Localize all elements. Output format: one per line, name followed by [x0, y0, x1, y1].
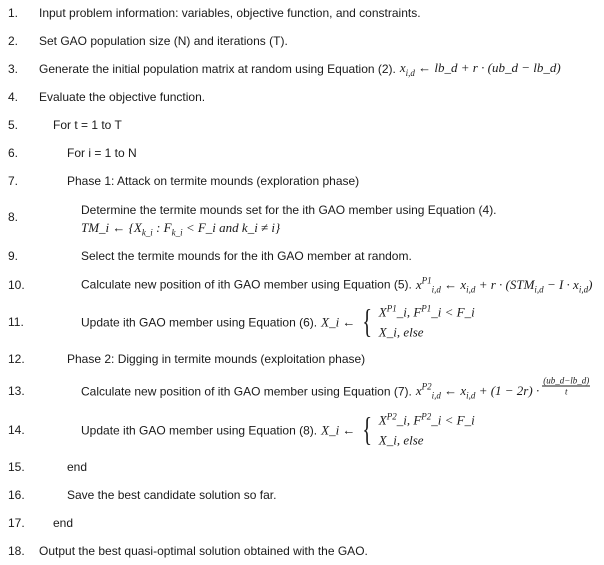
- equation-6-lhs: X_i ←: [321, 313, 356, 329]
- equation-8-cases: [379, 411, 475, 448]
- step-text: Phase 2: Digging in termite mounds (exploitation phase): [67, 352, 366, 366]
- step-text: Save the best candidate solution so far.: [67, 488, 277, 502]
- step-text: Phase 1: Attack on termite mounds (exploration phase): [67, 174, 360, 188]
- step-content: [81, 375, 590, 402]
- step-number: 12.: [8, 352, 25, 366]
- equation-4: TM_i ← {$X_{k\_i}$ : $F_{k\_i}$ < F_i and k_i ≠ i}: [81, 220, 281, 238]
- step-text: Select the termite mounds for the ith GAO member at random.: [81, 249, 412, 263]
- case-2: X_i, else: [378, 324, 424, 340]
- step-content: [81, 303, 475, 340]
- equation-6-cases: [379, 303, 475, 340]
- case-1: $X^{P2}\_i$, $F^{P2}\_i$ < F_i: [378, 411, 475, 428]
- step-text: Generate the initial population matrix at random using Equation (2).: [39, 62, 396, 76]
- step-text: Input problem information: variables, objective function, and constraints.: [39, 6, 421, 20]
- step-number: 15.: [8, 460, 25, 474]
- step-text: Determine the termite mounds set for the ith GAO member using Equation (4).: [81, 203, 497, 217]
- step-text: Update ith GAO member using Equation (8).: [81, 422, 318, 437]
- step-text: Update ith GAO member using Equation (6).: [81, 314, 318, 329]
- step-text: Calculate new position of ith GAO member using Equation (5).: [81, 277, 412, 292]
- equation-7-fraction: [542, 376, 590, 397]
- step-number: 18.: [8, 544, 25, 558]
- step-text: Calculate new position of ith GAO member using Equation (7).: [81, 384, 412, 398]
- step-text: Output the best quasi-optimal solution obtained with the GAO.: [39, 544, 368, 558]
- step-text: Evaluate the objective function.: [39, 90, 206, 104]
- step-number: 17.: [8, 516, 25, 530]
- case-1: $X^{P1}\_i$, $F^{P1}\_i$ < F_i: [378, 303, 475, 320]
- fraction-numerator: (ub_d−lb_d): [543, 375, 590, 386]
- equation-8-lhs: X_i ←: [321, 421, 356, 437]
- step-text: end: [67, 460, 88, 474]
- step-content: [81, 276, 592, 295]
- left-brace-icon: {: [362, 302, 373, 340]
- case-2: X_i, else: [378, 432, 424, 448]
- step-number: 5.: [8, 118, 19, 132]
- step-number: 4.: [8, 90, 19, 104]
- equation-7: $x^{P2}_{i,d}$ ← $x_{i,d} + (1 - 2r)$ ·: [415, 381, 540, 401]
- step-number: 14.: [8, 423, 25, 437]
- step-number: 6.: [8, 146, 19, 160]
- step-number: 13.: [8, 384, 25, 398]
- step-number: 10.: [8, 278, 25, 292]
- step-number: 1.: [8, 6, 19, 20]
- step-number: 3.: [8, 62, 19, 76]
- step-number: 9.: [8, 249, 19, 263]
- left-brace-icon: {: [362, 410, 373, 448]
- step-number: 16.: [8, 488, 25, 502]
- step-text: end: [53, 516, 74, 530]
- step-text: For t = 1 to T: [53, 118, 122, 132]
- step-text: For i = 1 to N: [67, 146, 137, 160]
- fraction-denominator: t: [564, 386, 568, 397]
- step-content: [81, 203, 497, 238]
- step-number: 2.: [8, 34, 19, 48]
- step-content: [39, 60, 561, 78]
- step-number: 7.: [8, 174, 19, 188]
- step-number: 8.: [8, 210, 19, 224]
- equation-5: $x^{P1}_{i,d}$ ← $x_{i,d} + r \cdot (STM_{i,d} - I \cdot x_{i,d})$: [415, 275, 593, 295]
- step-number: 11.: [8, 315, 24, 329]
- step-content: [81, 411, 475, 448]
- step-text: Set GAO population size (N) and iterations (T).: [39, 34, 288, 48]
- equation-2: $x_{i,d}$ ← lb_d + r · (ub_d − lb_d): [399, 60, 561, 78]
